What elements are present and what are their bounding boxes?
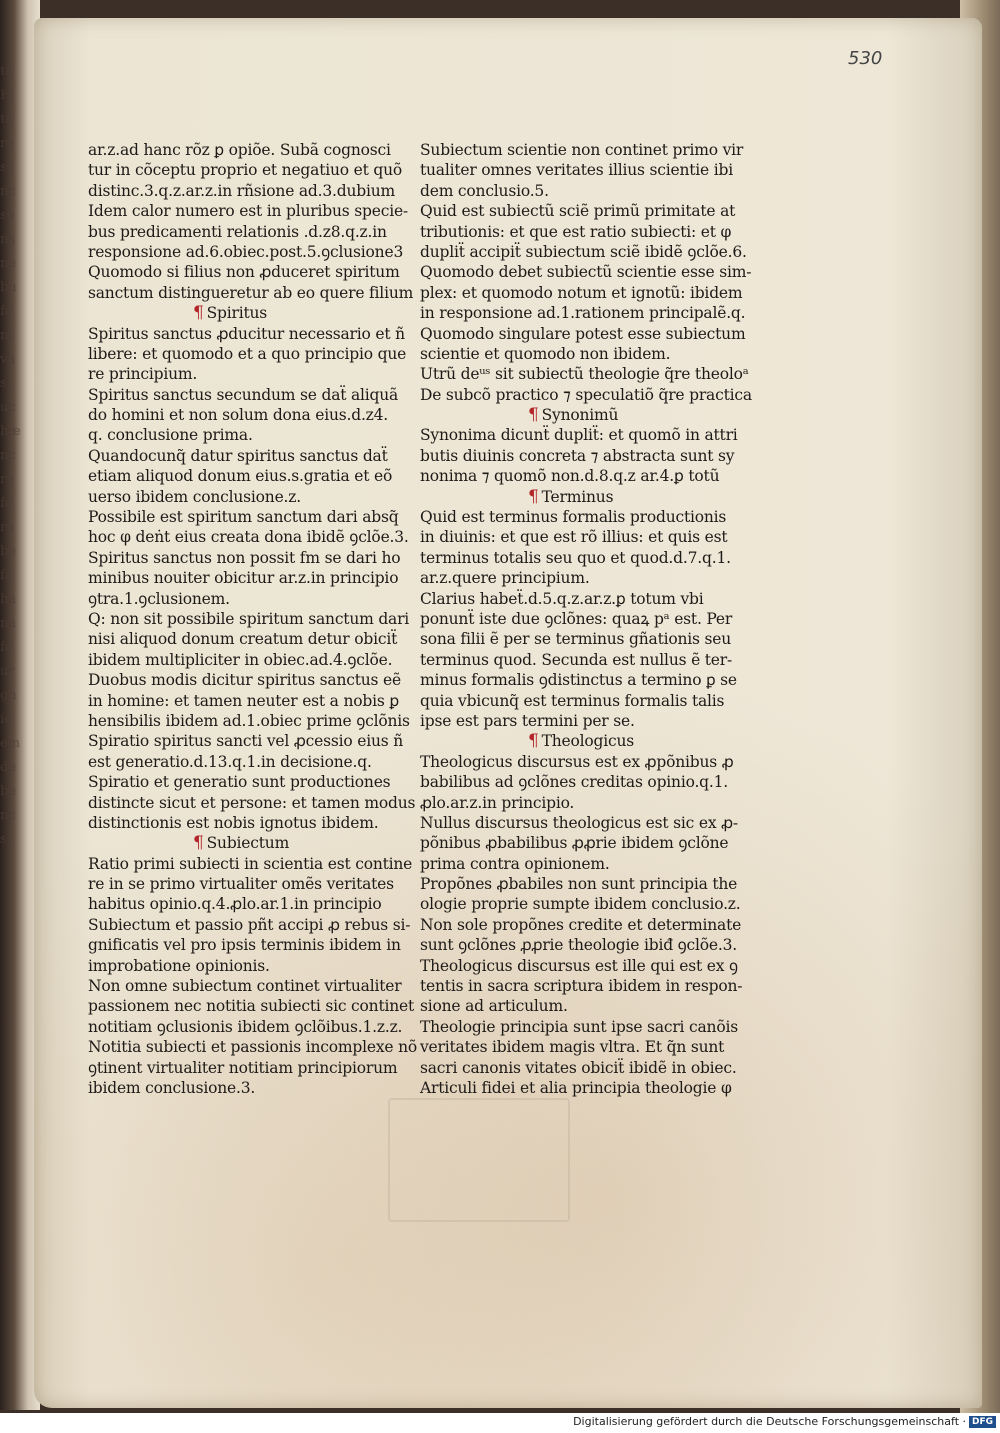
text-line: Duobus modis dicitur spiritus sanctus eẽ — [88, 671, 401, 690]
text-line: Non sole propõnes credite et determinate — [420, 915, 742, 934]
text-line: sanctum distingueretur ab eo quere filium — [88, 283, 414, 302]
text-line: Quid est terminus formalis productionis — [420, 508, 727, 527]
text-line: Quomodo singulare potest esse subiectum — [420, 324, 746, 343]
text-line: Quid est subiectũ sciẽ primũ primitate at — [420, 202, 736, 221]
text-line: minibus nouiter obicitur ar.z.in principio — [88, 569, 399, 588]
text-line: hensibilis ibidem ad.1.obiec prime ꝯclõnis — [88, 711, 410, 730]
text-line: libere: et quomodo et a quo principio que — [88, 344, 407, 363]
text-line: distinc.3.q.z.ar.z.in rñsione ad.3.dubium — [88, 181, 396, 200]
text-line: terminus quod. Secunda est nullus ẽ ter- — [420, 650, 733, 669]
text-line: Utrũ deᵘˢ sit subiectũ theologie q̃re theoloᵃ — [420, 365, 749, 384]
text-line: Theologicus discursus est ille qui est ex ꝯ — [420, 956, 738, 975]
text-line: ipse est pars termini per se. — [420, 711, 635, 730]
footer-bar — [0, 1413, 1000, 1433]
text-line: tributionis: et que est ratio subiecti: et φ — [420, 222, 732, 241]
text-line: põnibus ꝓbabilibus ꝓꝓrie ibidem ꝯclõne — [420, 834, 729, 853]
text-line: Articuli fidei et alia principia theologie φ — [420, 1078, 732, 1097]
folio-number: 530 — [848, 48, 883, 69]
text-line: distinctionis est nobis ignotus ibidem. — [88, 813, 379, 832]
text-line: Synonima dicunẗ dupliẗ: et quomõ in attri — [420, 426, 738, 445]
text-line: Spiratio spiritus sancti vel ꝓcessio eius ñ — [88, 732, 404, 751]
text-line: gnificatis vel pro ipsis terminis ibidem in — [88, 936, 401, 955]
text-line: terminus totalis seu quo et quod.d.7.q.1. — [420, 548, 731, 567]
text-line: ponunẗ iste due ꝯclõnes: quaꝝ pᵃ est. Per — [420, 609, 733, 628]
text-line: in responsione ad.1.rationem principalẽ.q. — [420, 304, 746, 323]
text-line: Theologicus discursus est ex ꝓpõnibus ꝓ — [420, 752, 734, 771]
facing-page-text: ta Fi ta re sc nc so ns ne bu fo nt va s. uc hæ nc re fo ro be fa ha na fo ur gn ic em de be nc s. — [0, 64, 21, 847]
text-line: notitiam ꝯclusionis ibidem ꝯclõibus.1.z.z. — [88, 1017, 403, 1036]
section-heading: ¶ Spiritus — [88, 303, 384, 323]
section-heading: ¶ Theologicus — [420, 731, 720, 751]
text-line: Spiratio et generatio sunt productiones — [88, 773, 391, 792]
left-column — [88, 140, 417, 1098]
text-line: Spiritus sanctus non possit fm se dari ho — [88, 548, 401, 567]
text-line: nisi aliquod donum creatum detur obiciẗ — [88, 630, 398, 649]
text-line: Quandocunq̃ datur spiritus sanctus daẗ — [88, 446, 388, 465]
text-line: ar.z.quere principium. — [420, 569, 590, 588]
text-line: est generatio.d.13.q.1.in decisione.q. — [88, 752, 372, 771]
text-line: do homini et non solum dona eius.d.z4. — [88, 406, 389, 425]
text-line: Ratio primi subiecti in scientia est contine — [88, 854, 413, 873]
text-line: Propõnes ꝓbabiles non sunt principia the — [420, 875, 738, 894]
text-line: uerso ibidem conclusione.z. — [88, 487, 301, 506]
text-line: sione ad articulum. — [420, 997, 568, 1016]
text-line: prima contra opinionem. — [420, 854, 610, 873]
text-line: De subcõ practico ⁊ speculatiõ q̃re practica — [420, 385, 752, 404]
text-line: Subiectum scientie non continet primo vir — [420, 141, 744, 159]
text-line: Quomodo debet subiectũ scientie esse sim- — [420, 263, 752, 282]
text-line: tualiter omnes veritates illius scientie ibi — [420, 161, 733, 180]
section-heading: ¶ Synonimũ — [420, 405, 720, 425]
text-line: plex: et quomodo notum et ignotũ: ibidem — [420, 283, 743, 302]
text-line: in homine: et tamen neuter est a nobis ꝑ — [88, 691, 399, 710]
text-line: Spiritus sanctus secundum se daẗ aliquã — [88, 385, 399, 404]
text-line: hoc φ deṅt eius creata dona ibidẽ ꝯclõe.3. — [88, 528, 409, 547]
text-line: ibidem multipliciter in obiec.ad.4.ꝯclõe. — [88, 650, 393, 669]
text-line: Q: non sit possibile spiritum sanctum dari — [88, 609, 410, 628]
text-line: bus predicamenti relationis .d.z8.q.z.in — [88, 222, 387, 241]
text-line: ologie proprie sumpte ibidem conclusio.z. — [420, 895, 741, 914]
text-line: sacri canonis vitates obiciẗ ibidẽ in obiec. — [420, 1058, 737, 1077]
text-line: dem conclusio.5. — [420, 181, 549, 200]
text-line: re in se primo virtualiter omẽs veritates — [88, 875, 394, 894]
text-line: Theologie principia sunt ipse sacri canõis — [420, 1017, 738, 1036]
text-line: minus formalis ꝯdistinctus a termino ꝑ se — [420, 671, 737, 690]
text-line: q. conclusione prima. — [88, 426, 253, 445]
text-line: ꝯtinent virtualiter notitiam principiorum — [88, 1058, 398, 1077]
text-line: ꝓlo.ar.z.in principio. — [420, 793, 575, 812]
text-line: passionem nec notitia subiecti sic continet — [88, 997, 415, 1016]
text-line: Notitia subiecti et passionis incomplexe nõ — [88, 1038, 417, 1057]
text-line: improbatione opinionis. — [88, 956, 270, 975]
text-line: nonima ⁊ quomõ non.d.8.q.z ar.4.ꝑ totũ — [420, 467, 720, 486]
text-line: butis diuinis concreta ⁊ abstracta sunt sy — [420, 446, 735, 465]
text-line: in diuinis: et que est rõ illius: et quis est — [420, 528, 728, 547]
text-line: sona filii ẽ per se terminus gñationis seu — [420, 630, 732, 649]
text-line: ꝯtra.1.ꝯclusionem. — [88, 589, 230, 608]
text-line: veritates ibidem magis vltra. Et q̃n sunt — [420, 1038, 725, 1057]
text-line: tur in cõceptu proprio et negatiuo et quõ — [88, 161, 402, 180]
text-line: etiam aliquod donum eius.s.gratia et eõ — [88, 467, 393, 486]
text-line: scientie et quomodo non ibidem. — [420, 344, 671, 363]
text-line: tentis in sacra scriptura ibidem in respon- — [420, 977, 743, 996]
text-line: Quomodo si filius non ꝓduceret spiritum — [88, 263, 400, 282]
section-heading: ¶ Subiectum — [88, 833, 384, 853]
text-line: distincte sicut et persone: et tamen modus — [88, 793, 416, 812]
text-line: responsione ad.6.obiec.post.5.ꝯclusione3 — [88, 242, 404, 261]
text-line: dupliẗ accipiẗ subiectum sciẽ ibidẽ ꝯclõe.6. — [420, 242, 747, 261]
text-line: ibidem conclusione.3. — [88, 1078, 256, 1097]
text-line: Clarius habeẗ.d.5.q.z.ar.z.ꝑ totum vbi — [420, 589, 704, 608]
text-line: re principium. — [88, 365, 198, 384]
text-line: ar.z.ad hanc rõz ꝑ opiõe. Subã cognosci — [88, 141, 391, 159]
text-line: habitus opinio.q.4.ꝓlo.ar.1.in principio — [88, 895, 382, 914]
text-line: Spiritus sanctus ꝓducitur necessario et ñ — [88, 324, 405, 343]
funding-note: Digitalisierung gefördert durch die Deutsche Forschungsgemeinschaft · — [573, 1415, 966, 1428]
text-line: Nullus discursus theologicus est sic ex ꝓ- — [420, 813, 738, 832]
dfg-logo: DFG — [969, 1416, 996, 1428]
right-column — [420, 140, 752, 1098]
library-stamp — [388, 1098, 570, 1222]
text-line: Idem calor numero est in pluribus specie- — [88, 202, 408, 221]
text-line: quia vbicunq̃ est terminus formalis talis — [420, 691, 725, 710]
section-heading: ¶ Terminus — [420, 487, 720, 507]
text-line: Non omne subiectum continet virtualiter — [88, 977, 402, 996]
text-line: babilibus ad ꝯclõnes creditas opinio.q.1. — [420, 773, 729, 792]
text-line: Possibile est spiritum sanctum dari absq̃ — [88, 508, 399, 527]
text-line: Subiectum et passio pñt accipi ꝓ rebus si- — [88, 915, 411, 934]
text-line: sunt ꝯclõnes ꝓꝓrie theologie ibiđ ꝯclõe.3. — [420, 936, 738, 955]
